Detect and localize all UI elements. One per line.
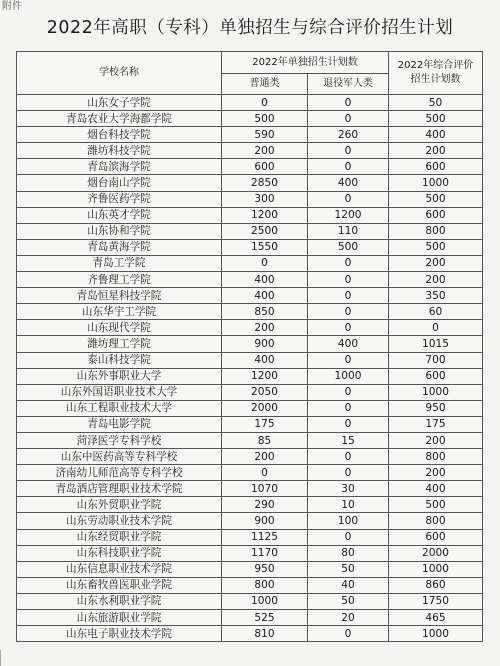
cell-school-name: 山东中医药高等专科学校 [17, 449, 222, 465]
cell-veteran: 400 [308, 175, 389, 191]
cell-veteran: 400 [308, 336, 389, 352]
cell-veteran: 500 [308, 239, 389, 255]
cell-veteran: 50 [308, 593, 389, 609]
table-row [17, 577, 483, 593]
table-body [17, 95, 483, 642]
table-row [17, 336, 483, 352]
cell-general: 0 [222, 95, 308, 111]
cell-comprehensive: 60 [389, 304, 483, 320]
table-row [17, 513, 483, 529]
cell-school-name: 济南幼儿师范高等专科学校 [17, 465, 222, 481]
cell-general: 590 [222, 127, 308, 143]
table-row [17, 481, 483, 497]
cell-general: 200 [222, 143, 308, 159]
cell-comprehensive: 350 [389, 288, 483, 304]
table-row [17, 304, 483, 320]
cell-general: 0 [222, 255, 308, 271]
table-row [17, 384, 483, 400]
cell-school-name: 青岛工学院 [17, 255, 222, 271]
cell-veteran: 30 [308, 481, 389, 497]
cell-comprehensive: 200 [389, 432, 483, 448]
table-row [17, 175, 483, 191]
cell-veteran: 0 [308, 288, 389, 304]
cell-veteran: 0 [308, 465, 389, 481]
cell-comprehensive: 0 [389, 320, 483, 336]
cell-school-name: 烟台南山学院 [17, 175, 222, 191]
cell-school-name: 山东女子学院 [17, 95, 222, 111]
cell-veteran: 0 [308, 111, 389, 127]
cell-school-name: 齐鲁医药学院 [17, 191, 222, 207]
cell-school-name: 山东现代学院 [17, 320, 222, 336]
cell-comprehensive: 500 [389, 111, 483, 127]
cell-general: 1000 [222, 593, 308, 609]
header-general: 普通类 [222, 74, 308, 95]
cell-school-name: 山东协和学院 [17, 223, 222, 239]
cell-comprehensive: 400 [389, 481, 483, 497]
cell-general: 600 [222, 159, 308, 175]
enrollment-plan-table [16, 51, 483, 642]
table-row [17, 497, 483, 513]
table-row [17, 159, 483, 175]
cell-comprehensive: 200 [389, 272, 483, 288]
cell-veteran: 100 [308, 513, 389, 529]
cell-veteran: 0 [308, 352, 389, 368]
cell-veteran: 80 [308, 545, 389, 561]
cell-veteran: 1000 [308, 368, 389, 384]
cell-comprehensive: 2000 [389, 545, 483, 561]
cell-school-name: 山东华宇工学院 [17, 304, 222, 320]
cell-general: 2050 [222, 384, 308, 400]
table-row [17, 239, 483, 255]
cell-school-name: 青岛黄海学院 [17, 239, 222, 255]
cell-comprehensive: 700 [389, 352, 483, 368]
cell-school-name: 山东经贸职业学院 [17, 529, 222, 545]
cell-veteran: 40 [308, 577, 389, 593]
cell-veteran: 0 [308, 384, 389, 400]
cell-veteran: 0 [308, 143, 389, 159]
cell-veteran: 0 [308, 272, 389, 288]
cell-comprehensive: 600 [389, 207, 483, 223]
cell-comprehensive: 800 [389, 223, 483, 239]
header-single-plan: 2022年单独招生计划数 [222, 52, 389, 74]
cell-comprehensive: 175 [389, 416, 483, 432]
cell-veteran: 0 [308, 255, 389, 271]
corner-fragment-mark: 附件 [2, 1, 22, 12]
cell-comprehensive: 200 [389, 465, 483, 481]
cell-comprehensive: 50 [389, 95, 483, 111]
cell-school-name: 青岛恒星科技学院 [17, 288, 222, 304]
cell-school-name: 青岛农业大学海都学院 [17, 111, 222, 127]
cell-comprehensive: 1000 [389, 626, 483, 642]
cell-comprehensive: 860 [389, 577, 483, 593]
cell-general: 1170 [222, 545, 308, 561]
cell-general: 850 [222, 304, 308, 320]
table-row [17, 529, 483, 545]
header-comprehensive [389, 52, 483, 95]
cell-general: 400 [222, 272, 308, 288]
header-comprehensive-label: 2022年综合评价 招生计划数 [397, 60, 474, 85]
cell-school-name: 泰山科技学院 [17, 352, 222, 368]
cell-veteran: 0 [308, 159, 389, 175]
cell-general: 1200 [222, 368, 308, 384]
cell-school-name: 山东英才学院 [17, 207, 222, 223]
cell-veteran: 1200 [308, 207, 389, 223]
cell-comprehensive: 500 [389, 497, 483, 513]
cell-veteran: 260 [308, 127, 389, 143]
table-row [17, 368, 483, 384]
cell-school-name: 青岛酒店管理职业技术学院 [17, 481, 222, 497]
table-row [17, 593, 483, 609]
header-veteran: 退役军人类 [308, 74, 389, 95]
cell-general: 525 [222, 610, 308, 626]
cell-veteran: 0 [308, 449, 389, 465]
cell-school-name: 菏泽医学专科学校 [17, 432, 222, 448]
cell-general: 400 [222, 352, 308, 368]
cell-school-name: 山东工程职业技术大学 [17, 400, 222, 416]
table-row [17, 111, 483, 127]
cell-general: 2850 [222, 175, 308, 191]
cell-general: 950 [222, 561, 308, 577]
cell-veteran: 0 [308, 304, 389, 320]
cell-comprehensive: 600 [389, 368, 483, 384]
table-row [17, 320, 483, 336]
cell-general: 1200 [222, 207, 308, 223]
cell-school-name: 山东外事职业大学 [17, 368, 222, 384]
cell-school-name: 山东科技职业学院 [17, 545, 222, 561]
cell-general: 290 [222, 497, 308, 513]
table-row [17, 127, 483, 143]
cell-school-name: 山东水利职业学院 [17, 593, 222, 609]
cell-comprehensive: 465 [389, 610, 483, 626]
cell-comprehensive: 1000 [389, 175, 483, 191]
table-row [17, 288, 483, 304]
cell-veteran: 0 [308, 320, 389, 336]
cell-veteran: 0 [308, 416, 389, 432]
cell-veteran: 10 [308, 497, 389, 513]
table-row [17, 207, 483, 223]
cell-school-name: 潍坊科技学院 [17, 143, 222, 159]
cell-veteran: 0 [308, 529, 389, 545]
cell-veteran: 20 [308, 610, 389, 626]
table-row [17, 626, 483, 642]
cell-school-name: 山东电子职业技术学院 [17, 626, 222, 642]
table-row [17, 416, 483, 432]
cell-general: 300 [222, 191, 308, 207]
table-row [17, 432, 483, 448]
cell-school-name: 烟台科技学院 [17, 127, 222, 143]
table-row [17, 272, 483, 288]
cell-veteran: 0 [308, 95, 389, 111]
cell-general: 900 [222, 336, 308, 352]
cell-general: 0 [222, 465, 308, 481]
cell-general: 85 [222, 432, 308, 448]
cell-comprehensive: 500 [389, 239, 483, 255]
cell-general: 2500 [222, 223, 308, 239]
page-edge-mark [0, 650, 31, 666]
table-row [17, 465, 483, 481]
cell-general: 900 [222, 513, 308, 529]
cell-veteran: 0 [308, 400, 389, 416]
cell-school-name: 山东外贸职业学院 [17, 497, 222, 513]
cell-school-name: 潍坊理工学院 [17, 336, 222, 352]
cell-comprehensive: 600 [389, 529, 483, 545]
cell-comprehensive: 400 [389, 127, 483, 143]
table-row [17, 95, 483, 111]
table-row [17, 545, 483, 561]
table-row [17, 610, 483, 626]
cell-comprehensive: 500 [389, 191, 483, 207]
table-row [17, 143, 483, 159]
table-row [17, 223, 483, 239]
cell-veteran: 0 [308, 626, 389, 642]
cell-comprehensive: 800 [389, 513, 483, 529]
cell-general: 175 [222, 416, 308, 432]
cell-general: 500 [222, 111, 308, 127]
cell-general: 1070 [222, 481, 308, 497]
cell-comprehensive: 200 [389, 143, 483, 159]
cell-general: 1550 [222, 239, 308, 255]
cell-comprehensive: 1000 [389, 384, 483, 400]
cell-general: 1125 [222, 529, 308, 545]
cell-school-name: 山东劳动职业技术学院 [17, 513, 222, 529]
cell-veteran: 50 [308, 561, 389, 577]
cell-school-name: 山东旅游职业学院 [17, 610, 222, 626]
cell-school-name: 山东外国语职业技术大学 [17, 384, 222, 400]
cell-general: 400 [222, 288, 308, 304]
cell-comprehensive: 1000 [389, 561, 483, 577]
header-school-name: 学校名称 [17, 52, 222, 95]
table-row [17, 449, 483, 465]
cell-school-name: 青岛电影学院 [17, 416, 222, 432]
cell-comprehensive: 800 [389, 449, 483, 465]
cell-general: 200 [222, 320, 308, 336]
cell-general: 810 [222, 626, 308, 642]
cell-school-name: 山东畜牧兽医职业学院 [17, 577, 222, 593]
cell-school-name: 山东信息职业技术学院 [17, 561, 222, 577]
table-row [17, 191, 483, 207]
cell-general: 800 [222, 577, 308, 593]
cell-school-name: 青岛滨海学院 [17, 159, 222, 175]
cell-school-name: 齐鲁理工学院 [17, 272, 222, 288]
cell-comprehensive: 600 [389, 159, 483, 175]
cell-comprehensive: 200 [389, 255, 483, 271]
table-row [17, 255, 483, 271]
cell-comprehensive: 1750 [389, 593, 483, 609]
cell-general: 200 [222, 449, 308, 465]
table-row [17, 400, 483, 416]
cell-general: 2000 [222, 400, 308, 416]
cell-veteran: 110 [308, 223, 389, 239]
table-row [17, 352, 483, 368]
cell-veteran: 15 [308, 432, 389, 448]
table-row [17, 561, 483, 577]
cell-comprehensive: 1015 [389, 336, 483, 352]
cell-veteran: 0 [308, 191, 389, 207]
page-title: 2022年高职（专科）单独招生与综合评价招生计划 [46, 18, 454, 38]
cell-comprehensive: 950 [389, 400, 483, 416]
